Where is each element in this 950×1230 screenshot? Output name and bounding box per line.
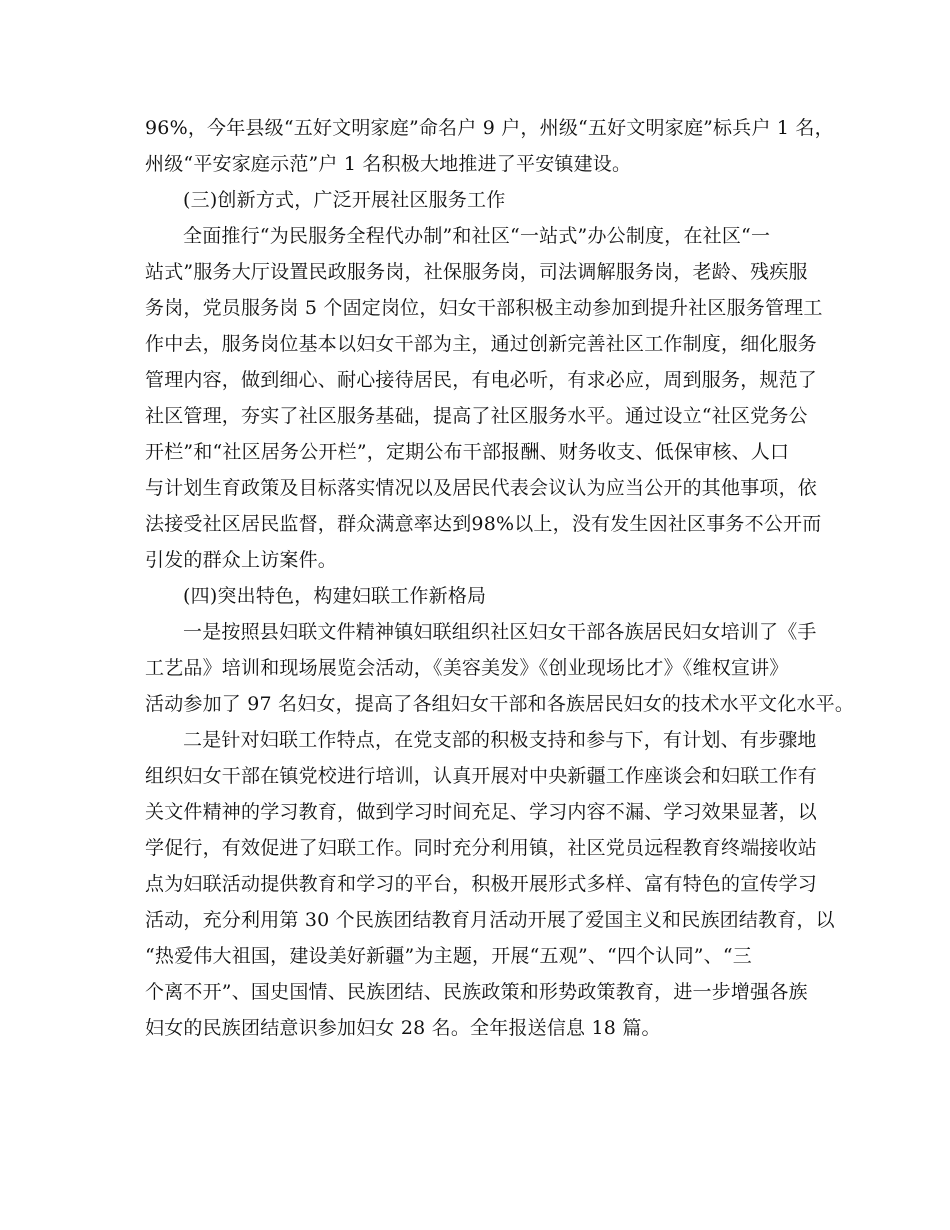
text-line: 州级“平安家庭示范”户 1 名积极大地推进了平安镇建设。: [145, 153, 632, 175]
text-line: 法接受社区居民监督，群众满意率达到98%以上，没有发生因社区事务不公开而: [145, 513, 822, 535]
text-line: “热爱伟大祖国，建设美好新疆”为主题，开展“五观”、“四个认同”、“三: [145, 945, 752, 967]
text-line: 活动，充分利用第 30 个民族团结教育月活动开展了爱国主义和民族团结教育，以: [145, 909, 835, 931]
text-line: 开栏”和“社区居务公开栏”，定期公布干部报酬、财务收支、低保审核、人口: [145, 441, 790, 463]
text-line: 点为妇联活动提供教育和学习的平台，积极开展形式多样、富有特色的宣传学习: [145, 873, 818, 895]
text-line: 务岗，党员服务岗 5 个固定岗位，妇女干部积极主动参加到提升社区服务管理工: [145, 297, 823, 319]
text-line: 引发的群众上访案件。: [145, 549, 338, 571]
text-line: 工艺品》培训和现场展览会活动，《美容美发》《创业现场比才》《维权宣讲》: [145, 657, 789, 679]
text-line: 个离不开”、国史国情、民族团结、民族政策和形势政策教育，进一步增强各族: [145, 981, 808, 1003]
text-line: 管理内容，做到细心、耐心接待居民，有电必听，有求必应，周到服务，规范了: [145, 369, 818, 391]
text-line: 96%，今年县级“五好文明家庭”命名户 9 户，州级“五好文明家庭”标兵户 1 名，: [145, 117, 834, 139]
section-heading: (三)创新方式，广泛开展社区服务工作: [183, 189, 506, 211]
text-line: 妇女的民族团结意识参加妇女 28 名。全年报送信息 18 篇。: [145, 1017, 661, 1039]
text-line: 组织妇女干部在镇党校进行培训，认真开展对中央新疆工作座谈会和妇联工作有: [145, 765, 818, 787]
text-line: 作中去，服务岗位基本以妇女干部为主，通过创新完善社区工作制度，细化服务: [145, 333, 818, 355]
text-line: 站式”服务大厅设置民政服务岗，社保服务岗，司法调解服务岗，老龄、残疾服: [145, 261, 808, 283]
text-line: 社区管理，夯实了社区服务基础，提高了社区服务水平。通过设立“社区党务公: [145, 405, 808, 427]
text-line: 全面推行“为民服务全程代办制”和社区“一站式”办公制度，在社区“一: [183, 225, 771, 247]
text-line: 关文件精神的学习教育，做到学习时间充足、学习内容不漏、学习效果显著，以: [145, 801, 818, 823]
text-line: 一是按照县妇联文件精神镇妇联组织社区妇女干部各族居民妇女培训了《手: [183, 621, 817, 643]
text-line: 活动参加了 97 名妇女，提高了各组妇女干部和各族居民妇女的技术水平文化水平。: [145, 693, 855, 715]
section-heading: (四)突出特色，构建妇联工作新格局: [183, 585, 487, 607]
text-line: 与计划生育政策及目标落实情况以及居民代表会议认为应当公开的其他事项，依: [145, 477, 818, 499]
text-line: 二是针对妇联工作特点，在党支部的积极支持和参与下，有计划、有步骤地: [183, 729, 817, 751]
text-line: 学促行，有效促进了妇联工作。同时充分利用镇，社区党员远程教育终端接收站: [145, 837, 818, 859]
